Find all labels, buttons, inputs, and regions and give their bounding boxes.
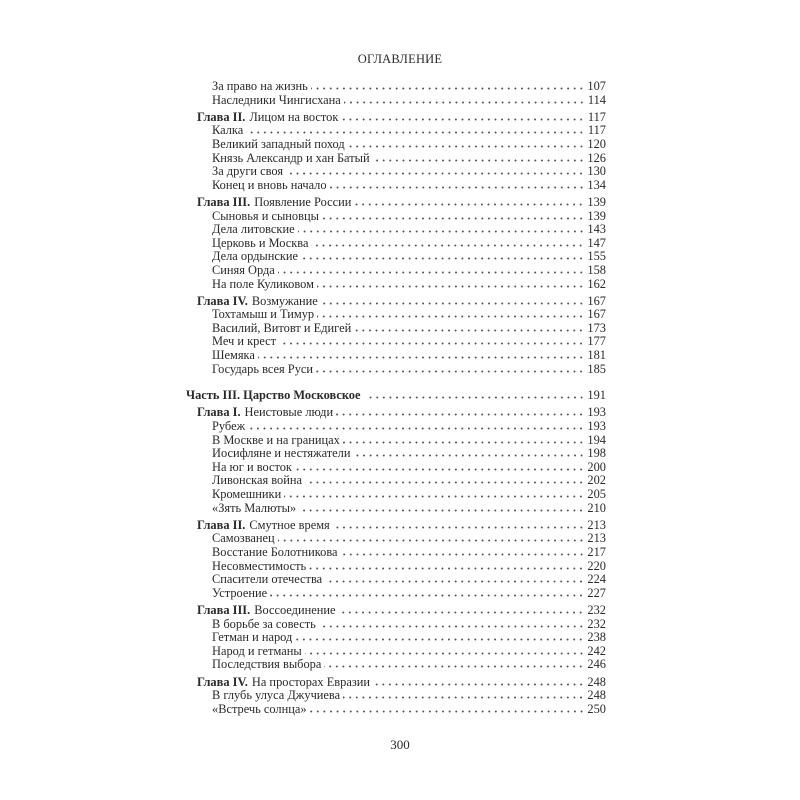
toc-entry[interactable] [186,165,606,179]
toc-entry[interactable] [186,560,606,574]
entry-page: 210 [587,500,606,515]
entry-title: Гетман и народ [212,630,293,645]
entry-title: Несовместимость [212,558,307,573]
entry-page: 242 [587,643,606,658]
toc-entry[interactable] [186,308,606,322]
chapter-heading[interactable] [186,519,606,533]
entry-title: Дела литовские [212,222,295,237]
heading-page: 193 [587,405,606,420]
part-heading[interactable] [186,389,606,403]
dot-leader [278,539,585,542]
heading-prefix: Глава III. [197,602,251,617]
toc-entry[interactable] [186,461,606,475]
entry-page: 139 [587,208,606,223]
entry-title: Шемяка [212,348,255,363]
toc-entry[interactable] [186,124,606,138]
entry-title: Синяя Орда [212,262,275,277]
dot-leader [270,594,584,597]
dot-leader [354,454,585,457]
entry-page: 130 [587,164,606,179]
entry-title: Рубеж [212,419,246,434]
entry-page: 200 [587,459,606,474]
dot-leader [354,203,584,206]
toc-entry[interactable] [186,349,606,363]
heading-prefix: Глава II. [197,517,246,532]
toc-entry[interactable] [186,474,606,488]
dot-leader [373,683,584,686]
dot-leader [348,145,585,148]
entry-page: 143 [587,222,606,237]
toc-entry[interactable] [186,94,606,108]
heading-title: На просторах Евразии [251,674,370,689]
toc-chapter-group [186,111,606,193]
dot-leader [295,468,584,471]
toc-chapter-group [186,196,606,291]
entry-title: Самозванец [212,531,275,546]
entry-title: Кромешники [212,487,282,501]
dot-leader [319,625,585,628]
entry-page: 248 [587,688,606,703]
toc-entry[interactable] [186,658,606,672]
toc-entry[interactable] [186,447,606,461]
entry-title: Наследники Чингисхана [212,92,341,107]
dot-leader [316,370,584,373]
entry-page: 194 [587,432,606,447]
toc-chapter-group [186,604,606,672]
dot-leader [295,638,584,641]
dot-leader [286,172,584,175]
entry-page: 198 [587,446,606,461]
entry-page: 173 [587,320,606,335]
dot-leader [336,413,584,416]
toc-entry[interactable] [186,587,606,601]
dot-leader [373,159,585,162]
toc-entry[interactable] [186,237,606,251]
entry-title: «Встречь солнца» [212,701,307,716]
heading-page: 213 [587,517,606,532]
dot-leader [322,217,585,220]
toc-entry[interactable] [186,138,606,152]
dot-leader [317,285,584,288]
dot-leader [310,710,585,713]
toc-entry[interactable] [186,223,606,237]
entry-title: Великий западный поход [212,136,345,151]
toc-entry[interactable] [186,488,606,502]
dot-leader [246,131,585,134]
entry-title: Ливонская война [212,473,302,488]
dot-leader [341,553,585,556]
entry-title: На юг и восток [212,459,292,474]
entry-title: Меч и крест [212,334,277,349]
entry-page: 205 [587,487,606,501]
heading-title: Возмужание [251,293,318,308]
toc-entry[interactable] [186,322,606,336]
entry-page: 185 [587,361,606,376]
dot-leader [279,342,584,345]
entry-title: В глубь улуса Джучиева [212,688,341,703]
toc-chapter-group [186,406,606,515]
chapter-heading[interactable] [186,196,606,210]
running-header: ОГЛАВЛЕНИЕ [357,52,443,66]
entry-title: За други своя [212,164,284,179]
entry-title: Иосифляне и нестяжатели [212,446,351,461]
toc-chapter-group [186,80,606,107]
heading-page: 191 [587,388,606,403]
heading-title: Смутное время [249,517,330,532]
heading-title: Воссоединение [254,602,336,617]
entry-page: 114 [587,92,606,107]
entry-page: 155 [587,249,606,264]
chapter-heading[interactable] [186,676,606,690]
dot-leader [344,101,585,104]
dot-leader [324,665,584,668]
entry-title: Устроение [212,585,268,600]
toc-entry[interactable] [186,618,606,632]
heading-prefix: Глава III. [197,194,251,209]
page-number: 300 [390,737,410,752]
entry-page: 167 [587,307,606,322]
table-of-contents [186,80,606,716]
toc-entry[interactable] [186,532,606,546]
entry-page: 202 [587,473,606,488]
dot-leader [301,257,584,260]
entry-page: 227 [587,585,606,600]
entry-page: 126 [587,150,606,165]
entry-title: Тохтамыш и Тимур [212,307,315,322]
entry-title: В Москве и на границах [212,432,340,447]
heading-prefix: Глава IV. [197,674,248,689]
chapter-heading[interactable] [186,295,606,309]
entry-page: 107 [587,79,606,93]
dot-leader [325,580,584,583]
entry-page: 147 [587,235,606,250]
entry-page: 177 [587,334,606,349]
entry-page: 250 [587,701,606,716]
entry-page: 162 [587,276,606,291]
chapter-heading[interactable] [186,111,606,125]
toc-entry[interactable] [186,264,606,278]
toc-chapter-group [186,676,606,717]
entry-page: 117 [587,123,606,138]
chapter-heading[interactable] [186,604,606,618]
toc-entry[interactable] [186,278,606,292]
toc-entry[interactable] [186,210,606,224]
heading-title: Появление России [254,194,352,209]
dot-leader [298,230,585,233]
dot-leader [343,696,584,699]
toc-entry[interactable] [186,152,606,166]
dot-leader [368,396,585,399]
heading-page: 139 [587,194,606,209]
dot-leader [305,481,584,484]
entry-page: 246 [587,657,606,672]
entry-title: Калка [212,123,244,138]
toc-entry[interactable] [186,179,606,193]
heading-prefix: Глава IV. [197,293,248,308]
entry-title: «Зять Малюты» [212,500,297,515]
toc-chapter-group [186,295,606,377]
dot-leader [321,302,585,305]
toc-entry[interactable] [186,645,606,659]
toc-entry[interactable] [186,703,606,717]
entry-page: 193 [587,419,606,434]
entry-page: 213 [587,531,606,546]
heading-prefix: Часть III. Царство Московское [186,388,361,403]
dot-leader [309,567,584,570]
dot-leader [284,495,584,498]
entry-page: 120 [587,136,606,151]
toc-entry[interactable] [186,250,606,264]
entry-page: 217 [587,544,606,559]
entry-page: 134 [587,177,606,192]
entry-page: 181 [587,348,606,363]
entry-page: 224 [587,572,606,587]
dot-leader [343,441,585,444]
toc-entry[interactable] [186,420,606,434]
entry-page: 158 [587,262,606,277]
entry-title: Князь Александр и хан Батый [212,150,370,165]
dot-leader [338,611,584,614]
entry-title: Василий, Витовт и Едигей [212,320,352,335]
entry-title: Государь всея Руси [212,361,314,376]
dot-leader [330,186,585,189]
toc-entry[interactable] [186,80,606,94]
toc-entry[interactable] [186,631,606,645]
entry-page: 238 [587,630,606,645]
dot-leader [333,526,585,529]
toc-entry[interactable] [186,502,606,516]
heading-title: Неистовые люди [244,405,334,420]
toc-entry[interactable] [186,363,606,377]
toc-entry[interactable] [186,335,606,349]
heading-title: Лицом на восток [249,109,339,124]
entry-title: За право на жизнь [212,79,308,93]
entry-title: Народ и гетманы [212,643,302,658]
toc-part [186,389,606,403]
toc-entry[interactable] [186,546,606,560]
dot-leader [317,315,584,318]
heading-page: 167 [587,293,606,308]
heading-prefix: Глава II. [197,109,246,124]
dot-leader [305,652,585,655]
entry-title: Восстание Болотникова [212,544,338,559]
toc-entry[interactable] [186,434,606,448]
heading-page: 117 [587,109,606,124]
toc-chapter-group [186,519,606,601]
dot-leader [248,427,584,430]
chapter-heading[interactable] [186,406,606,420]
heading-page: 232 [587,602,606,617]
dot-leader [278,271,585,274]
entry-page: 220 [587,558,606,573]
entry-title: В борьбе за совесть [212,616,316,631]
entry-title: Спасители отечества [212,572,323,587]
heading-prefix: Глава I. [197,405,241,420]
entry-page: 232 [587,616,606,631]
dot-leader [311,87,585,90]
toc-entry[interactable] [186,573,606,587]
dot-leader [341,118,584,121]
entry-title: Сыновья и сыновцы [212,208,319,223]
dot-leader [354,329,584,332]
entry-title: Последствия выбора [212,657,322,672]
entry-title: Церковь и Москва [212,235,309,250]
entry-title: Конец и вновь начало [212,177,327,192]
dot-leader [311,244,584,247]
entry-title: Дела ордынские [212,249,299,264]
entry-title: На поле Куликовом [212,276,314,291]
heading-page: 248 [587,674,606,689]
dot-leader [258,356,585,359]
toc-entry[interactable] [186,689,606,703]
dot-leader [299,509,584,512]
